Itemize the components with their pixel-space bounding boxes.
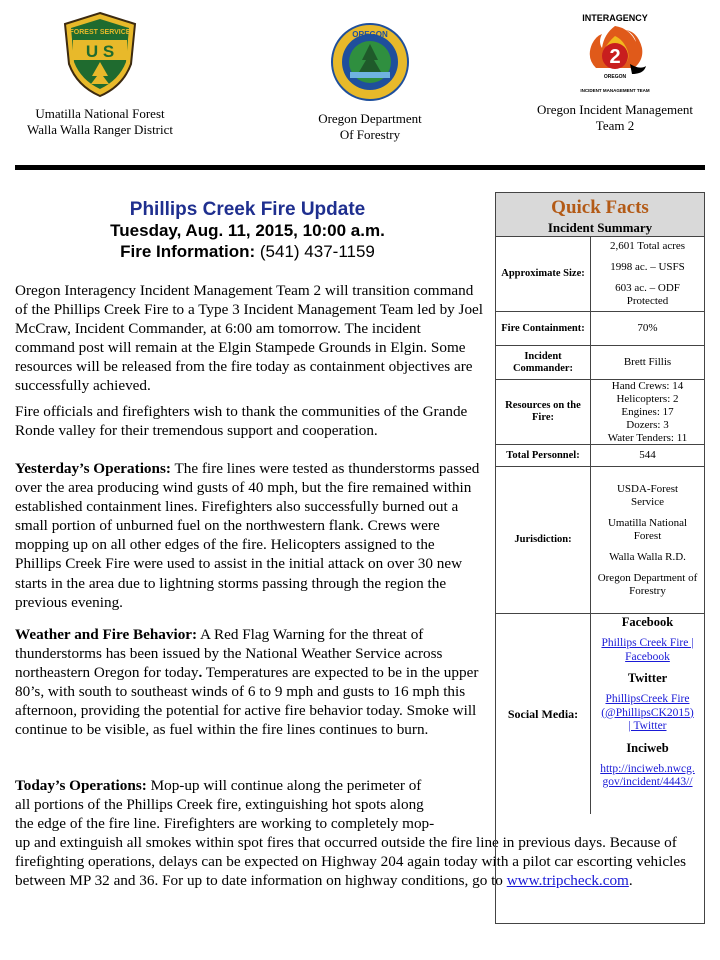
odf-caption-line2: Of Forestry — [339, 127, 401, 142]
jurisdiction-label: Jurisdiction: — [496, 467, 591, 613]
imt2-badge-top: INTERAGENCY — [582, 13, 648, 23]
paragraph-today-head — [15, 776, 485, 833]
odf-badge-top: OREGON — [352, 30, 388, 39]
imt2-caption-line2: Team 2 — [595, 118, 635, 133]
social-label: Social Media: — [496, 614, 591, 814]
containment-value: 70% — [637, 322, 658, 334]
usfs-caption-line2: Walla Walla Ranger District — [26, 122, 174, 137]
resource-item: Helicopters: 2 — [616, 392, 679, 405]
oregon-dept-forestry-seal-icon — [330, 22, 410, 102]
facebook-link[interactable]: Phillips Creek Fire | Facebook — [601, 637, 694, 663]
paragraph-yesterday — [15, 459, 483, 612]
today-heading: Today’s Operations: — [15, 777, 147, 794]
weather-text-b: Temperatures are expected to be in the upper 80’s, with south to southeast winds of 6 to 9 mph and gusts to 16 mph this afternoon, providing the potential for active fire behavior today. Smoke will continue to be visible, as fuel within the fire lines continues to burn. — [15, 664, 479, 739]
row-size — [496, 237, 704, 312]
size-label: Approximate Size: — [496, 237, 591, 311]
row-jurisdiction — [496, 467, 704, 614]
containment-label: Fire Containment: — [496, 312, 591, 345]
today-end: . — [628, 872, 633, 890]
paragraph-transition: Oregon Interagency Incident Management Team 2 will transition command of the Phillips Creek Fire to a Type 3 Incident Management Team led by Joel McCraw, Incident Commander, at 6:00 am tomorrow. The incident command post will remain at the Elgin Stampede Grounds in Elgin. Some resources will be released from the fire today as containment objectives are successfully achieved. — [15, 282, 484, 395]
fire-info-line — [15, 242, 480, 262]
resources-values — [591, 380, 704, 444]
jurisdiction-item: Umatilla National Forest — [607, 516, 688, 542]
inciweb-heading: Inciweb — [626, 740, 669, 755]
weather-period: . — [198, 664, 203, 682]
resource-item: Hand Crews: 14 — [611, 379, 684, 392]
social-values — [591, 614, 704, 814]
twitter-heading: Twitter — [627, 671, 668, 685]
fire-info-label: Fire Information: — [120, 242, 256, 261]
resource-item: Water Tenders: 11 — [607, 431, 688, 444]
page-title: Phillips Creek Fire Update — [129, 199, 366, 220]
size-usfs: 1998 ac. – USFS — [610, 261, 685, 273]
weather-heading: Weather and Fire Behavior: — [15, 626, 198, 643]
facebook-heading: Facebook — [621, 615, 674, 629]
header-divider — [15, 165, 705, 170]
personnel-label: Total Personnel: — [496, 445, 591, 466]
row-commander — [496, 346, 704, 380]
commander-label: Incident Commander: — [496, 346, 591, 379]
forest-service-shield-icon — [61, 10, 139, 98]
quick-facts-header — [496, 193, 704, 237]
usfs-badge-letters: U S — [85, 42, 115, 61]
imt2-badge-mid: OREGON — [603, 74, 627, 80]
odf-logo-block — [290, 22, 450, 143]
inciweb-link[interactable]: http://inciweb.nwcg.gov/incident/4443// — [600, 762, 695, 788]
yesterday-text: The fire lines were tested as thunderstorms passed over the area producing wind gusts of 40 mph, but the fire remained within established containment lines. Firefighters also successfully burned out a small portion of unburned fuel on the northwestern flank. Crews were mopping up on all other edges of the fire. Helicopters assigned to the Phillips Creek Fire were used to assist in the initial attack on over 30 new starts in the area due to lightning storms passing through the region the previous evening. — [15, 460, 480, 611]
commander-value: Brett Fillis — [623, 356, 672, 368]
today-line2: all portions of the Phillips Creek fire, extinguishing hot spots along — [15, 796, 424, 814]
tripcheck-link[interactable]: www.tripcheck.com — [506, 872, 629, 890]
fire-info-phone: (541) 437-1159 — [255, 242, 375, 261]
resource-item: Engines: 17 — [621, 405, 674, 418]
usfs-logo-block — [15, 10, 185, 138]
size-odf: 603 ac. – ODF Protected — [615, 282, 680, 307]
jurisdiction-item: USDA-Forest Service — [616, 482, 679, 508]
quick-facts-subtitle: Incident Summary — [547, 220, 653, 235]
imt2-logo-block — [520, 8, 710, 134]
paragraph-thanks: Fire officials and firefighters wish to thank the communities of the Grande Ronde valley for their tremendous support and cooperation. — [15, 403, 468, 440]
size-values — [591, 237, 704, 311]
weather-text-a: A Red Flag Warning for the threat of thunderstorms has been issued by the National Weather Service across northeastern Oregon for today — [15, 626, 443, 682]
usfs-badge-top: FOREST SERVICE — [69, 29, 131, 36]
resources-label: Resources on the Fire: — [496, 380, 591, 444]
usfs-caption-line1: Umatilla National Forest — [35, 106, 165, 121]
quick-facts-table — [495, 192, 705, 924]
jurisdiction-item: Walla Walla R.D. — [609, 550, 686, 563]
imt2-caption-line1: Oregon Incident Management — [537, 102, 693, 117]
resource-item: Dozers: 3 — [626, 418, 669, 431]
quick-facts-title: Quick Facts — [551, 197, 649, 218]
row-resources — [496, 380, 704, 445]
oregon-imt2-logo-icon — [574, 8, 656, 98]
row-social — [496, 614, 704, 814]
yesterday-heading: Yesterday’s Operations: — [15, 460, 171, 477]
row-containment — [496, 312, 704, 346]
today-line3: the edge of the fire line. Firefighters are working to completely mop- — [15, 815, 435, 833]
today-line1: Mop-up will continue along the perimeter of — [146, 777, 422, 794]
size-total: 2,601 Total acres — [609, 240, 686, 252]
personnel-value: 544 — [639, 449, 656, 461]
paragraph-weather — [15, 625, 483, 740]
today-rest-text: up and extinguish all smokes within spot fires that occurred outside the fire line in previous days. Because of firefighting operations, delays can be expected on Highway 204 again today with a pilot car escorting vehicles between MP 32 and 36. For up to date information on highway conditions, go to — [15, 834, 686, 890]
jurisdiction-item: Oregon Department of Forestry — [597, 571, 698, 597]
imt2-badge-number: 2 — [609, 46, 621, 68]
twitter-link[interactable]: PhillipsCreek Fire (@PhillipsCK2015) | Twitter — [601, 693, 694, 732]
jurisdiction-values — [591, 467, 704, 613]
update-date: Tuesday, Aug. 11, 2015, 10:00 a.m. — [110, 221, 385, 240]
row-personnel — [496, 445, 704, 467]
imt2-badge-bottom: INCIDENT MANAGEMENT TEAM — [580, 88, 650, 93]
odf-caption-line1: Oregon Department — [318, 111, 422, 126]
